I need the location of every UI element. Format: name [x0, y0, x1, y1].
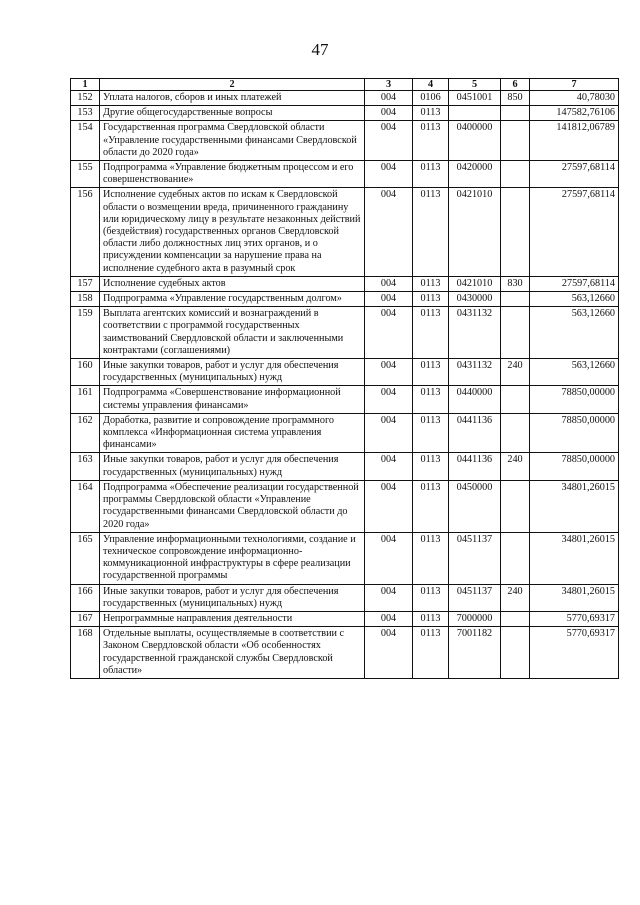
row-number: 160 [71, 359, 100, 386]
table-row [71, 359, 619, 386]
row-number: 153 [71, 106, 100, 121]
table-row [71, 611, 619, 626]
table-row [71, 292, 619, 307]
item-name: Иные закупки товаров, работ и услуг для обеспечения государственных (муниципальных) нужд [100, 453, 365, 480]
ministry-code: 004 [365, 386, 413, 413]
target-article-code: 0430000 [449, 292, 501, 307]
amount: 563,12660 [530, 307, 619, 359]
table-row [71, 307, 619, 359]
column-header: 3 [365, 79, 413, 91]
amount: 78850,00000 [530, 386, 619, 413]
target-article-code: 0451137 [449, 584, 501, 611]
row-number: 165 [71, 532, 100, 584]
section-code: 0113 [413, 188, 449, 276]
section-code: 0113 [413, 276, 449, 291]
section-code: 0106 [413, 91, 449, 106]
section-code: 0113 [413, 611, 449, 626]
item-name: Непрограммные направления деятельности [100, 611, 365, 626]
section-code: 0113 [413, 532, 449, 584]
table-body [71, 91, 619, 679]
target-article-code: 0451001 [449, 91, 501, 106]
column-header: 7 [530, 79, 619, 91]
item-name: Подпрограмма «Управление государственным долгом» [100, 292, 365, 307]
item-name: Выплата агентских комиссий и вознаграждений в соответствии с программой государственных заимствований Свердловской области и заключенными контрактами (соглашениями) [100, 307, 365, 359]
expense-type-code [501, 413, 530, 453]
expense-type-code [501, 106, 530, 121]
row-number: 163 [71, 453, 100, 480]
amount: 40,78030 [530, 91, 619, 106]
target-article-code: 0400000 [449, 121, 501, 161]
item-name: Другие общегосударственные вопросы [100, 106, 365, 121]
amount: 34801,26015 [530, 480, 619, 532]
item-name: Уплата налогов, сборов и иных платежей [100, 91, 365, 106]
expense-type-code [501, 121, 530, 161]
amount: 563,12660 [530, 359, 619, 386]
row-number: 154 [71, 121, 100, 161]
item-name: Иные закупки товаров, работ и услуг для обеспечения государственных (муниципальных) нужд [100, 584, 365, 611]
section-code: 0113 [413, 307, 449, 359]
ministry-code: 004 [365, 453, 413, 480]
column-header: 1 [71, 79, 100, 91]
ministry-code: 004 [365, 276, 413, 291]
amount: 141812,06789 [530, 121, 619, 161]
row-number: 166 [71, 584, 100, 611]
row-number: 157 [71, 276, 100, 291]
row-number: 162 [71, 413, 100, 453]
ministry-code: 004 [365, 413, 413, 453]
target-article-code: 7001182 [449, 627, 501, 679]
ministry-code: 004 [365, 91, 413, 106]
table-row [71, 161, 619, 188]
amount: 78850,00000 [530, 453, 619, 480]
table-row [71, 584, 619, 611]
expense-type-code [501, 532, 530, 584]
table-row [71, 276, 619, 291]
target-article-code: 0451137 [449, 532, 501, 584]
item-name: Управление информационными технологиями, создание и техническое сопровождение информационно-коммуникационной инфраструктуры в сфере реализации государственной программы [100, 532, 365, 584]
item-name: Подпрограмма «Обеспечение реализации государственной программы Свердловской области «Управление государственными финансами Свердловской области до 2020 года» [100, 480, 365, 532]
section-code: 0113 [413, 292, 449, 307]
table-row [71, 121, 619, 161]
table-row [71, 480, 619, 532]
expense-type-code [501, 386, 530, 413]
target-article-code: 0450000 [449, 480, 501, 532]
section-code: 0113 [413, 359, 449, 386]
ministry-code: 004 [365, 584, 413, 611]
ministry-code: 004 [365, 359, 413, 386]
table-row [71, 106, 619, 121]
item-name: Подпрограмма «Управление бюджетным процессом и его совершенствование» [100, 161, 365, 188]
target-article-code: 0431132 [449, 359, 501, 386]
ministry-code: 004 [365, 307, 413, 359]
expense-type-code [501, 627, 530, 679]
amount: 34801,26015 [530, 584, 619, 611]
section-code: 0113 [413, 480, 449, 532]
ministry-code: 004 [365, 106, 413, 121]
amount: 78850,00000 [530, 413, 619, 453]
column-header: 2 [100, 79, 365, 91]
table-row [71, 453, 619, 480]
ministry-code: 004 [365, 627, 413, 679]
ministry-code: 004 [365, 611, 413, 626]
target-article-code: 0441136 [449, 413, 501, 453]
row-number: 156 [71, 188, 100, 276]
item-name: Доработка, развитие и сопровождение программного комплекса «Информационная система управления финансами» [100, 413, 365, 453]
section-code: 0113 [413, 584, 449, 611]
item-name: Государственная программа Свердловской области «Управление государственными финансами Свердловской области до 2020 года» [100, 121, 365, 161]
table-row [71, 413, 619, 453]
ministry-code: 004 [365, 480, 413, 532]
ministry-code: 004 [365, 188, 413, 276]
amount: 5770,69317 [530, 627, 619, 679]
expense-type-code: 240 [501, 584, 530, 611]
ministry-code: 004 [365, 121, 413, 161]
amount: 34801,26015 [530, 532, 619, 584]
section-code: 0113 [413, 386, 449, 413]
item-name: Подпрограмма «Совершенствование информационной системы управления финансами» [100, 386, 365, 413]
page-number: 47 [311, 40, 329, 59]
item-name: Иные закупки товаров, работ и услуг для обеспечения государственных (муниципальных) нужд [100, 359, 365, 386]
amount: 27597,68114 [530, 161, 619, 188]
expense-type-code [501, 188, 530, 276]
target-article-code: 0431132 [449, 307, 501, 359]
row-number: 155 [71, 161, 100, 188]
table-row [71, 532, 619, 584]
row-number: 167 [71, 611, 100, 626]
row-number: 168 [71, 627, 100, 679]
target-article-code: 7000000 [449, 611, 501, 626]
target-article-code: 0440000 [449, 386, 501, 413]
section-code: 0113 [413, 106, 449, 121]
row-number: 158 [71, 292, 100, 307]
row-number: 159 [71, 307, 100, 359]
ministry-code: 004 [365, 292, 413, 307]
amount: 147582,76106 [530, 106, 619, 121]
amount: 563,12660 [530, 292, 619, 307]
amount: 27597,68114 [530, 276, 619, 291]
row-number: 164 [71, 480, 100, 532]
amount: 5770,69317 [530, 611, 619, 626]
section-code: 0113 [413, 413, 449, 453]
target-article-code: 0441136 [449, 453, 501, 480]
row-number: 161 [71, 386, 100, 413]
target-article-code: 0420000 [449, 161, 501, 188]
column-header: 6 [501, 79, 530, 91]
column-header: 4 [413, 79, 449, 91]
section-code: 0113 [413, 161, 449, 188]
table-row [71, 91, 619, 106]
table-row [71, 386, 619, 413]
expense-type-code [501, 292, 530, 307]
table-row [71, 627, 619, 679]
ministry-code: 004 [365, 161, 413, 188]
item-name: Исполнение судебных актов по искам к Свердловской области о возмещении вреда, причиненного гражданину или юридическому лицу в результате незаконных действий (бездействия) государственных органов Свердловской области либо должностных лиц этих органов, и о присуждении компенсации за нарушение права на исполнение судебного акта в разумный срок [100, 188, 365, 276]
ministry-code: 004 [365, 532, 413, 584]
section-code: 0113 [413, 453, 449, 480]
item-name: Отдельные выплаты, осуществляемые в соответствии с Законом Свердловской области «Об особенностях государственной гражданской службы Свердловской области» [100, 627, 365, 679]
expense-type-code: 850 [501, 91, 530, 106]
expense-type-code [501, 307, 530, 359]
expense-type-code: 240 [501, 359, 530, 386]
expense-type-code [501, 611, 530, 626]
table-row [71, 188, 619, 276]
budget-table [70, 78, 619, 679]
expense-type-code: 240 [501, 453, 530, 480]
target-article-code: 0421010 [449, 276, 501, 291]
amount: 27597,68114 [530, 188, 619, 276]
item-name: Исполнение судебных актов [100, 276, 365, 291]
expense-type-code: 830 [501, 276, 530, 291]
row-number: 152 [71, 91, 100, 106]
target-article-code [449, 106, 501, 121]
expense-type-code [501, 161, 530, 188]
section-code: 0113 [413, 627, 449, 679]
expense-type-code [501, 480, 530, 532]
target-article-code: 0421010 [449, 188, 501, 276]
column-header: 5 [449, 79, 501, 91]
header-row [71, 79, 619, 91]
section-code: 0113 [413, 121, 449, 161]
